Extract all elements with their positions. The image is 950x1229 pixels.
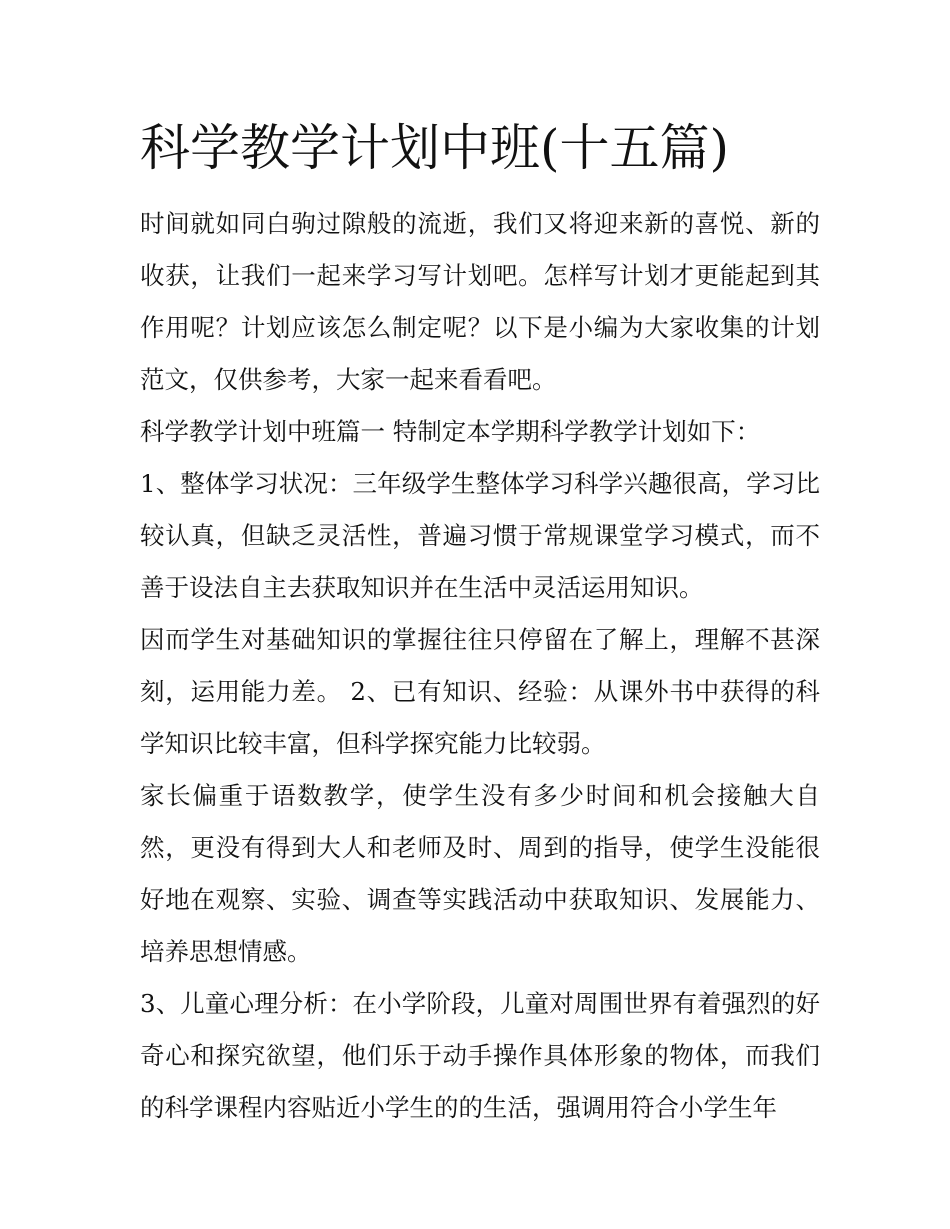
- paragraph-section-heading: 科学教学计划中班篇一 特制定本学期科学教学计划如下：: [140, 417, 761, 446]
- paragraph-learning-status: 1、整体学习状况：三年级学生整体学习科学兴趣很高，学习比较认真，但缺乏灵活性，普遍习惯于常规课堂学习模式，而不善于设法自主去获取知识并在生活中灵活运用知识。: [140, 469, 820, 602]
- paragraph-knowledge-experience: 因而学生对基础知识的掌握往往只停留在了解上，理解不甚深刻，运用能力差。 2、已有知识、经验：从课外书中获得的科学知识比较丰富，但科学探究能力比较弱。: [140, 625, 820, 758]
- document-body: [140, 112, 820, 1134]
- paragraph-child-psychology: 3、儿童心理分析：在小学阶段，儿童对周围世界有着强烈的好奇心和探究欲望，他们乐于动手操作具体形象的物体，而我们的科学课程内容贴近小学生的的生活，强调用符合小学生年: [140, 989, 820, 1122]
- paragraph-parents: 家长偏重于语数教学，使学生没有多少时间和机会接触大自然，更没有得到大人和老师及时、周到的指导，使学生没能很好地在观察、实验、调查等实践活动中获取知识、发展能力、培养思想情感。: [140, 781, 820, 966]
- paragraph-intro: 时间就如同白驹过隙般的流逝，我们又将迎来新的喜悦、新的收获，让我们一起来学习写计划吧。怎样写计划才更能起到其作用呢？计划应该怎么制定呢？以下是小编为大家收集的计划范文，仅供参考，大家一起来看看吧。: [140, 209, 820, 394]
- document-title: 科学教学计划中班(十五篇): [140, 119, 730, 177]
